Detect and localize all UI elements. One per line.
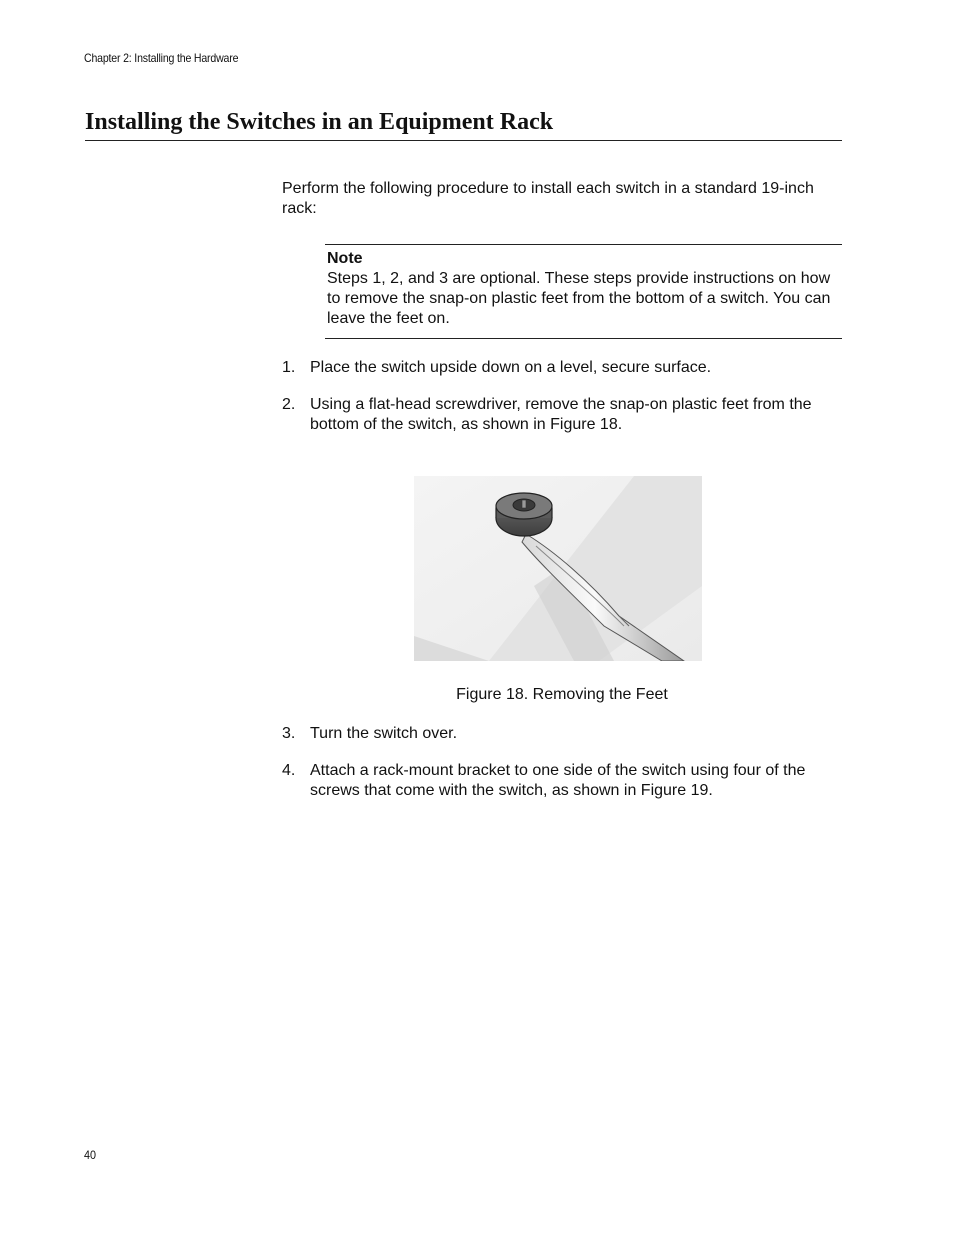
step-2 <box>282 395 842 435</box>
screwdriver-removing-foot-illustration <box>414 476 702 661</box>
note-title: Note <box>327 250 363 267</box>
figure-removing-feet <box>414 476 702 661</box>
page-number: 40 <box>84 1148 97 1162</box>
step-number: 4. <box>282 762 296 779</box>
section-title: Installing the Switches in an Equipment Rack <box>85 107 842 141</box>
step-3 <box>282 724 842 744</box>
step-number: 1. <box>282 359 296 376</box>
running-header: Chapter 2: Installing the Hardware <box>84 51 239 65</box>
note-box <box>325 244 842 339</box>
step-text: Attach a rack-mount bracket to one side of the switch using four of the screws that come with the switch, as shown in Figure 19. <box>310 762 806 799</box>
step-4 <box>282 761 842 801</box>
figure-caption: Figure 18. Removing the Feet <box>456 686 668 703</box>
note-text: Steps 1, 2, and 3 are optional. These steps provide instructions on how to remove the snap-on plastic feet from the bottom of a switch. You can leave the feet on. <box>327 270 831 327</box>
step-number: 3. <box>282 725 296 742</box>
step-text: Turn the switch over. <box>310 725 458 742</box>
step-1 <box>282 358 842 378</box>
intro-paragraph: Perform the following procedure to install each switch in a standard 19-inch rack: <box>282 180 814 217</box>
step-text: Place the switch upside down on a level, secure surface. <box>310 359 712 376</box>
step-text: Using a flat-head screwdriver, remove the snap-on plastic feet from the bottom of the switch, as shown in Figure 18. <box>310 396 812 433</box>
step-number: 2. <box>282 396 296 413</box>
